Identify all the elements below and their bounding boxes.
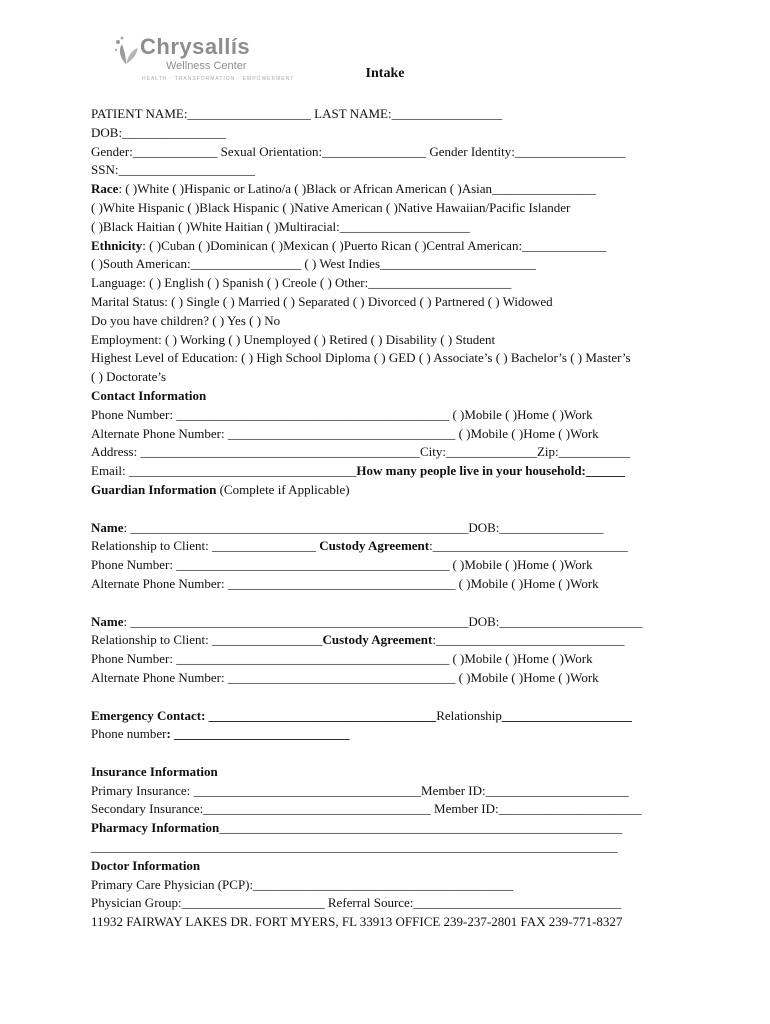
form-text: : ____________________________________________________DOB:______________________ (123, 613, 643, 629)
form-line (91, 575, 691, 594)
form-label-bold: Race (91, 181, 119, 197)
form-line (91, 368, 691, 387)
form-line (91, 274, 691, 293)
form-line (91, 255, 691, 274)
form-label-bold: ____________________ (501, 707, 632, 723)
form-line (91, 669, 691, 688)
form-line (91, 876, 691, 895)
form-text: ( )Black Haitian ( )White Haitian ( )Multiracial:____________________ (91, 218, 470, 234)
blank-line (91, 594, 691, 613)
form-line (91, 894, 691, 913)
form-label-bold: Name (91, 613, 124, 629)
form-line (91, 519, 691, 538)
form-text: Primary Care Physician (PCP):________________________________________ (91, 876, 514, 892)
form-text: Physician Group:______________________ Referral Source:________________________________ (91, 895, 622, 911)
form-text: (Complete if Applicable) (216, 481, 350, 497)
form-line (91, 631, 691, 650)
butterfly-icon (112, 30, 142, 70)
form-text: SSN:_____________________ (91, 162, 255, 178)
form-text: Language: ( ) English ( ) Spanish ( ) Creole ( ) Other:______________________ (91, 275, 512, 291)
form-text: : ( )Cuban ( )Dominican ( )Mexican ( )Puerto Rican ( )Central American:_____________ (142, 237, 607, 253)
form-label-bold: Custody Agreement (322, 632, 433, 648)
form-text: Address: ___________________________________________City:______________Zip:___________ (91, 444, 631, 460)
form-text: Marital Status: ( ) Single ( ) Married ( ) Separated ( ) Divorced ( ) Partnered ( ) Widowed (91, 293, 553, 309)
blank-line (91, 500, 691, 519)
form-line (91, 707, 691, 726)
form-text: Highest Level of Education: ( ) High School Diploma ( ) GED ( ) Associate’s ( ) Bachelor’s ( ) Master’s (91, 350, 631, 366)
form-text: Gender:_____________ Sexual Orientation:________________ Gender Identity:_________________ (91, 143, 626, 159)
form-text: Relationship to Client: ________________ (91, 538, 320, 554)
form-label-bold: Guardian Information (91, 481, 217, 497)
form-line (91, 763, 691, 782)
form-line (91, 312, 691, 331)
form-line (91, 725, 691, 744)
form-text: : ____________________________________________________DOB:________________ (123, 519, 604, 535)
form-text: DOB:________________ (91, 124, 227, 140)
form-text: ( )South American:_________________ ( ) West Indies________________________ (91, 256, 537, 272)
form-label-bold: Doctor Information (91, 857, 201, 873)
form-line (91, 613, 691, 632)
form-text: ( )White Hispanic ( )Black Hispanic ( )Native American ( )Native Hawaiian/Pacific Islander (91, 199, 571, 215)
form-line (91, 462, 691, 481)
form-label-bold: Insurance Information (91, 763, 218, 779)
form-line (91, 537, 691, 556)
form-text: Relationship (436, 707, 502, 723)
form-line (91, 481, 691, 500)
form-line (91, 199, 691, 218)
form-text: Alternate Phone Number: ___________________________________ ( )Mobile ( )Home ( )Work (91, 575, 599, 591)
form-line (91, 443, 691, 462)
form-text: : ( )White ( )Hispanic or Latino/a ( )Black or African American ( )Asian________________ (118, 181, 597, 197)
form-line (91, 161, 691, 180)
form-line (91, 425, 691, 444)
form-title: Intake (365, 66, 405, 81)
form-text: Phone Number: __________________________________________ ( )Mobile ( )Home ( )Work (91, 651, 593, 667)
form-line (91, 556, 691, 575)
form-label-bold: Ethnicity (91, 237, 143, 253)
form-label-bold: How many people live in your household:______ (356, 463, 625, 479)
form-line (91, 124, 691, 143)
form-label-bold: Name (91, 519, 124, 535)
form-text: _________________________________________________________________________________ (91, 839, 618, 855)
form-label-bold: Pharmacy Information (91, 820, 220, 836)
form-text: ( ) Doctorate’s (91, 369, 167, 385)
form-line (91, 650, 691, 669)
form-line (91, 857, 691, 876)
form-label-bold: Emergency Contact: ___________________________________ (91, 707, 437, 723)
form-label-bold: Contact Information (91, 387, 207, 403)
form-line (91, 331, 691, 350)
form-line (91, 406, 691, 425)
form-text: ______________________________________________________________ (219, 820, 623, 836)
form-text: Primary Insurance: ___________________________________Member ID:______________________ (91, 782, 629, 798)
form-line (91, 218, 691, 237)
form-text: Do you have children? ( ) Yes ( ) No (91, 312, 281, 328)
intake-form (91, 105, 691, 932)
form-text: Email: ___________________________________ (91, 463, 357, 479)
form-line (91, 237, 691, 256)
form-text: Alternate Phone Number: ___________________________________ ( )Mobile ( )Home ( )Work (91, 669, 599, 685)
blank-line (91, 688, 691, 707)
form-line (91, 105, 691, 124)
form-line (91, 819, 691, 838)
form-text: Phone Number: __________________________________________ ( )Mobile ( )Home ( )Work (91, 406, 593, 422)
form-text: 11932 FAIRWAY LAKES DR. FORT MYERS, FL 33913 OFFICE 239-237-2801 FAX 239-771-8327 (91, 914, 623, 930)
form-line (91, 782, 691, 801)
form-text: :_____________________________ (432, 632, 625, 648)
form-text: Phone Number: __________________________________________ ( )Mobile ( )Home ( )Work (91, 557, 593, 573)
form-text: Secondary Insurance:___________________________________ Member ID:______________________ (91, 801, 642, 817)
form-text: Phone number (91, 726, 167, 742)
form-line (91, 800, 691, 819)
form-line (91, 293, 691, 312)
form-text: PATIENT NAME:___________________ LAST NAME:_________________ (91, 106, 503, 121)
form-text: :______________________________ (429, 538, 628, 554)
logo-subtitle: Wellness Center (166, 60, 247, 72)
logo-tagline: HEALTH · TRANSFORMATION · EMPOWERMENT (142, 76, 295, 82)
form-line (91, 838, 691, 857)
form-line (91, 349, 691, 368)
form-text: Alternate Phone Number: ___________________________________ ( )Mobile ( )Home ( )Work (91, 425, 599, 441)
form-line (91, 387, 691, 406)
logo-name: Chrysallís (140, 34, 251, 59)
form-label-bold: Custody Agreement (319, 538, 430, 554)
form-label-bold: : ___________________________ (166, 726, 350, 742)
blank-line (91, 744, 691, 763)
form-line (91, 143, 691, 162)
form-text: Employment: ( ) Working ( ) Unemployed ( ) Retired ( ) Disability ( ) Student (91, 331, 496, 347)
form-text: Relationship to Client: _________________ (91, 632, 323, 648)
form-line (91, 180, 691, 199)
form-line (91, 913, 691, 932)
